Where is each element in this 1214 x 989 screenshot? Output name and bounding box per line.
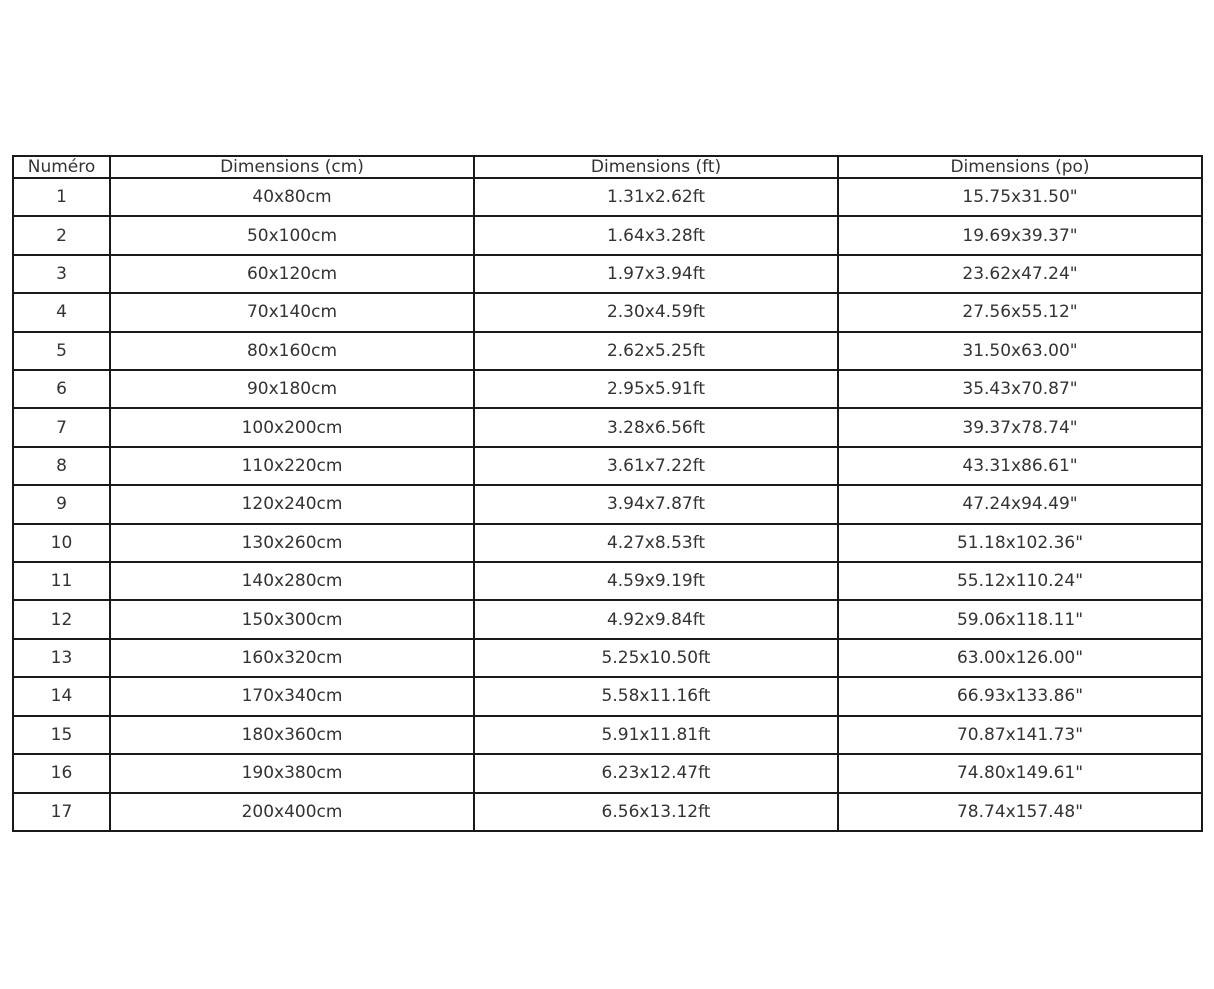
table-cell: 3.28x6.56ft	[474, 408, 838, 446]
table-cell: 47.24x94.49"	[838, 485, 1202, 523]
table-cell: 6.56x13.12ft	[474, 793, 838, 832]
table-cell: 100x200cm	[110, 408, 474, 446]
table-cell: 15	[13, 716, 110, 754]
table-body	[13, 178, 1202, 831]
table-cell: 2.62x5.25ft	[474, 332, 838, 370]
table-cell: 6	[13, 370, 110, 408]
table-cell: 27.56x55.12"	[838, 293, 1202, 331]
table-row	[13, 793, 1202, 832]
table-cell: 3.94x7.87ft	[474, 485, 838, 523]
table-cell: 12	[13, 600, 110, 638]
table-cell: 60x120cm	[110, 255, 474, 293]
table-row	[13, 370, 1202, 408]
table-cell: 43.31x86.61"	[838, 447, 1202, 485]
table-cell: 2	[13, 216, 110, 254]
table-cell: 170x340cm	[110, 677, 474, 715]
table-cell: 70.87x141.73"	[838, 716, 1202, 754]
table-cell: 51.18x102.36"	[838, 524, 1202, 562]
table-header	[13, 156, 1202, 178]
table-row	[13, 754, 1202, 792]
table-cell: 80x160cm	[110, 332, 474, 370]
table-cell: 10	[13, 524, 110, 562]
table-cell: 1.31x2.62ft	[474, 178, 838, 216]
table-cell: 74.80x149.61"	[838, 754, 1202, 792]
table-cell: 66.93x133.86"	[838, 677, 1202, 715]
table-cell: 35.43x70.87"	[838, 370, 1202, 408]
table-cell: 160x320cm	[110, 639, 474, 677]
table-row	[13, 216, 1202, 254]
table-cell: 6.23x12.47ft	[474, 754, 838, 792]
table-row	[13, 255, 1202, 293]
table-cell: 8	[13, 447, 110, 485]
table-cell: 63.00x126.00"	[838, 639, 1202, 677]
header-cell: Dimensions (ft)	[474, 156, 838, 178]
table-cell: 190x380cm	[110, 754, 474, 792]
table-cell: 4.27x8.53ft	[474, 524, 838, 562]
table-cell: 19.69x39.37"	[838, 216, 1202, 254]
table-cell: 4	[13, 293, 110, 331]
table-cell: 14	[13, 677, 110, 715]
table-cell: 9	[13, 485, 110, 523]
table-cell: 78.74x157.48"	[838, 793, 1202, 832]
table-cell: 13	[13, 639, 110, 677]
table-cell: 55.12x110.24"	[838, 562, 1202, 600]
table-cell: 23.62x47.24"	[838, 255, 1202, 293]
table-cell: 15.75x31.50"	[838, 178, 1202, 216]
table-cell: 31.50x63.00"	[838, 332, 1202, 370]
table-cell: 17	[13, 793, 110, 832]
table-cell: 70x140cm	[110, 293, 474, 331]
table-cell: 3.61x7.22ft	[474, 447, 838, 485]
table-cell: 59.06x118.11"	[838, 600, 1202, 638]
table-row	[13, 562, 1202, 600]
table-cell: 180x360cm	[110, 716, 474, 754]
table-cell: 3	[13, 255, 110, 293]
table-cell: 5.58x11.16ft	[474, 677, 838, 715]
table-row	[13, 332, 1202, 370]
header-row	[13, 156, 1202, 178]
table-cell: 7	[13, 408, 110, 446]
table-cell: 5	[13, 332, 110, 370]
header-cell: Dimensions (po)	[838, 156, 1202, 178]
dimensions-conversion-table	[12, 155, 1203, 832]
table-row	[13, 408, 1202, 446]
table-row	[13, 677, 1202, 715]
table-cell: 4.59x9.19ft	[474, 562, 838, 600]
table-cell: 90x180cm	[110, 370, 474, 408]
table-row	[13, 716, 1202, 754]
table-cell: 2.95x5.91ft	[474, 370, 838, 408]
table-row	[13, 524, 1202, 562]
table-cell: 140x280cm	[110, 562, 474, 600]
table-cell: 110x220cm	[110, 447, 474, 485]
table-cell: 200x400cm	[110, 793, 474, 832]
table-cell: 11	[13, 562, 110, 600]
table-cell: 5.91x11.81ft	[474, 716, 838, 754]
table-row	[13, 293, 1202, 331]
table-cell: 5.25x10.50ft	[474, 639, 838, 677]
table-cell: 1.64x3.28ft	[474, 216, 838, 254]
table-cell: 150x300cm	[110, 600, 474, 638]
header-cell: Dimensions (cm)	[110, 156, 474, 178]
table-cell: 2.30x4.59ft	[474, 293, 838, 331]
table-row	[13, 639, 1202, 677]
header-cell: Numéro	[13, 156, 110, 178]
table-cell: 130x260cm	[110, 524, 474, 562]
table-cell: 16	[13, 754, 110, 792]
table-cell: 4.92x9.84ft	[474, 600, 838, 638]
table-cell: 39.37x78.74"	[838, 408, 1202, 446]
table-cell: 120x240cm	[110, 485, 474, 523]
table-cell: 50x100cm	[110, 216, 474, 254]
table-row	[13, 178, 1202, 216]
table-row	[13, 485, 1202, 523]
table-cell: 1	[13, 178, 110, 216]
table-cell: 40x80cm	[110, 178, 474, 216]
table-row	[13, 447, 1202, 485]
table-cell: 1.97x3.94ft	[474, 255, 838, 293]
table-row	[13, 600, 1202, 638]
